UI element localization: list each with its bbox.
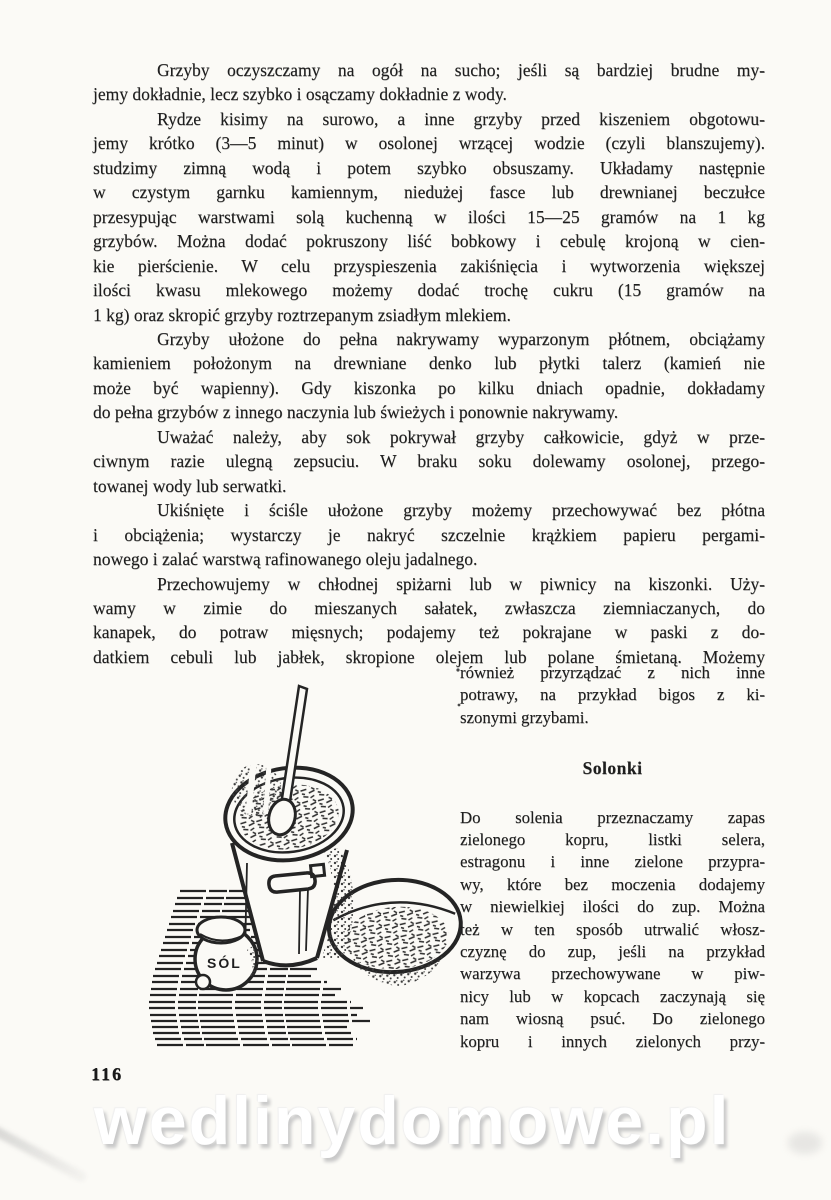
salt-jar — [195, 917, 259, 990]
text-line: Ukiśnięte i ściśle ułożone grzyby możemy przechowywać bez płótna — [157, 500, 765, 521]
text-line: nicy lub w kopcach zaczynają się — [460, 986, 765, 1006]
text-line: Przechowujemy w chłodnej spiżarni lub w piwnicy na kiszonki. Uży- — [157, 573, 765, 594]
section-heading-solonki: Solonki — [582, 758, 643, 779]
bucket-spoon-salt-bowl-drawing — [95, 658, 467, 1058]
text-line: również przyrządzać z nich inne — [460, 663, 765, 682]
text-line: ilości kwasu mlekowego możemy dodać trochę cukru (15 gramów na — [93, 280, 765, 301]
text-line: też w ten sposób utrwalić włosz- — [460, 919, 765, 939]
paragraph-1 — [93, 58, 765, 107]
text-line: wy, które bez moczenia dodajemy — [460, 874, 765, 894]
right-column — [460, 662, 765, 1053]
text-line: może być wapienny). Gdy kiszonka po kilku dniach opadnie, dokładamy — [93, 377, 765, 398]
text-line: w czystym garnku kamiennym, niedużej fasce lub drewnianej beczułce — [93, 182, 765, 203]
text-line: estragonu i inne zielone przypra- — [460, 852, 765, 872]
text-line: czyznę do zup, jeśli na przykład — [460, 942, 765, 962]
text-line: Rydze kisimy na surowo, a inne grzyby przed kiszeniem obgotowu- — [157, 108, 765, 129]
text-line: datkiem cebuli lub jabłek, skropione olejem lub polane śmietaną. Możemy — [93, 646, 765, 667]
paragraph-7 — [460, 807, 765, 1053]
text-line: w niewielkiej ilości do zup. Można — [460, 897, 765, 917]
paragraph-6-fullwidth — [93, 572, 765, 670]
text-line: towanej wody lub serwatki. — [93, 475, 287, 496]
paragraph-4 — [93, 425, 765, 498]
text-line: studzimy zimną wodą i potem szybko obsuszamy. Układamy następnie — [93, 157, 765, 178]
text-line: kanapek, do potraw mięsnych; podajemy też pokrajane w paski z do- — [93, 622, 765, 643]
text-line: zielonego kopru, listki selera, — [460, 830, 765, 850]
text-line: 1 kg) oraz skropić grzyby roztrzepanym zsiadłym mlekiem. — [93, 304, 511, 325]
main-text-block — [93, 58, 765, 669]
text-line: nam wiosną psuć. Do zielonego — [460, 1009, 765, 1029]
paragraph-2 — [93, 107, 765, 327]
text-line: Uważać należy, aby sok pokrywał grzyby całkowicie, gdyż w prze- — [157, 426, 765, 447]
text-line: Do solenia przeznaczamy zapas — [460, 807, 765, 827]
text-line: do pełna grzybów z innego naczynia lub świeżych i ponownie nakrywamy. — [93, 402, 619, 423]
text-line: warzywa przechowywane w piw- — [460, 964, 765, 984]
text-line: wamy w zimie do mieszanych sałatek, zwłaszcza ziemniaczanych, do — [93, 597, 765, 618]
text-line: kamieniem położonym na drewniane denko lub płytki talerz (kamień nie — [93, 353, 765, 374]
text-line: Grzyby oczyszczamy na ogół na sucho; jeśli są bardziej brudne my- — [157, 60, 765, 80]
text-line: Grzyby ułożone do pełna nakrywamy wyparzonym płótnem, obciążamy — [157, 328, 765, 349]
text-line: szonymi grzybami. — [460, 707, 589, 727]
text-line: kie pierścienie. W celu przyspieszenia zakiśnięcia i wytworzenia większej — [93, 255, 765, 276]
text-line: przesypując warstwami solą kuchenną w ilości 15—25 gramów na 1 kg — [93, 206, 765, 227]
text-line: grzybów. Można dodać pokruszony liść bobkowy i cebulę krojoną w cien- — [93, 231, 765, 252]
text-line: ciwnym razie ulegną zepsuciu. W braku soku dolewamy osolonej, przego- — [93, 451, 765, 472]
text-line: nowego i zalać warstwą rafinowanego oleju jadalnego. — [93, 549, 478, 570]
paragraph-5 — [93, 498, 765, 571]
scan-artifact-smudge — [788, 1132, 822, 1154]
text-line: jemy krótko (3—5 minut) w osolonej wrzącej wodzie (czyli blanszujemy). — [93, 133, 765, 154]
text-line: potrawy, na przykład bigos z ki- — [460, 685, 765, 705]
scan-artifact-streak — [0, 1123, 88, 1183]
text-line: jemy dokładnie, lecz szybko i osączamy dokładnie z wody. — [93, 84, 507, 105]
salt-jar-label: SÓL — [207, 955, 242, 971]
paragraph-3 — [93, 327, 765, 425]
paragraph-6-column — [460, 662, 765, 729]
kiszonki-illustration — [95, 658, 467, 1058]
text-line: kopru i innych zielonych przy- — [460, 1031, 765, 1051]
watermark: wedlinydomowe.pl — [94, 1083, 731, 1159]
page-number: 116 — [91, 1064, 124, 1084]
text-line: i obciążenia; wystarczy je nakryć szczelnie krążkiem papieru pergami- — [93, 524, 765, 545]
